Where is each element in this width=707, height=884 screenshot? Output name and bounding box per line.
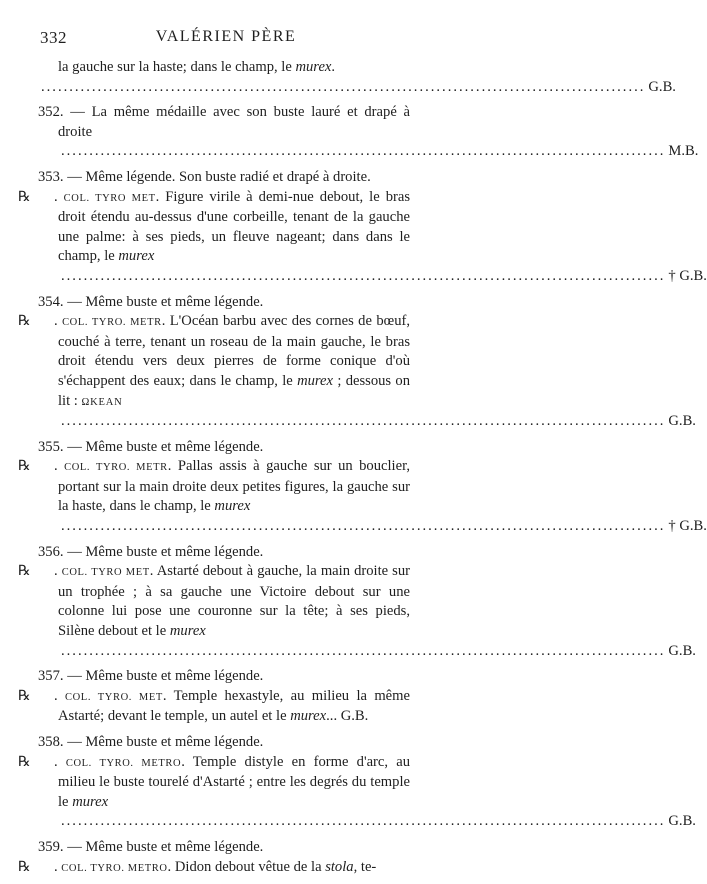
catalog-entry-continuation: la gauche sur la haste; dans le champ, le murex. ........................................................................................................... G.B. [38,58,410,97]
entry-number: 352 [38,104,60,121]
coin-legend: COL. TYRO. MET [65,691,163,703]
entry-number: 358 [38,734,60,750]
entry-reference: † G.B. [668,267,707,284]
page-number: 332 [40,28,67,47]
running-title: VALÉRIEN PÈRE [155,28,297,45]
catalog-entry: 357. — Même buste et même légende. ℞ . COL. TYRO. MET. Temple hexastyle, au milieu la même Astarté; devant le temple, un autel et le murex... G.B. [38,667,410,727]
entry-number: 359 [38,838,60,855]
coin-legend: COL. TYRO MET [63,192,156,204]
entry-reference: G.B. [648,78,676,95]
dot-leader: ........................................................................................................... [61,413,666,430]
entry-reference: M.B. [668,143,699,160]
entry-reference: † G.B. [668,518,707,535]
catalog-body [18,58,707,884]
reverse-mark: ℞ [18,313,31,330]
reverse-description: ℞ . COL. TYRO. METRO. Didon debout vêtue de la stola, te- [58,858,410,879]
reverse-mark: ℞ [18,188,31,205]
coin-legend: COL. TYRO. METR [62,317,162,329]
reverse-mark: ℞ [18,563,31,580]
dot-leader: ........................................................................................................... [41,78,646,95]
catalog-entry: 352. — La même médaille avec son buste lauré et drapé à droite ........................................................................................................... M.B. [38,103,410,162]
entry-text: — Même buste et même légende. [67,838,264,855]
dot-leader: ........................................................................................................... [61,813,666,830]
dot-leader: ........................................................................................................... [61,143,666,160]
entry-reference: G.B. [668,642,696,659]
entry-text: — Même buste et même légende. [67,668,264,685]
entry-reference: G.B. [668,413,696,430]
entry-number: 353 [38,168,60,185]
reverse-description: ℞ . COL. TYRO. METRO. Temple distyle en forme d'arc, au milieu le buste tourelé d'Astarté ; entre les degrés du temple le murex [18,753,410,810]
reverse-description: ℞ . COL. TYRO. METR. L'Océan barbu avec des cornes de bœuf, couché à terre, tenant un roseau de la main gauche, le bras droit étendu vers deux pierres de forme conique d'où s'échappent des eaux; dans le champ, le murex ; dessous on lit : ΩKEAN [18,313,411,409]
catalog-entry: 358. — Même buste et même légende. ℞ . COL. TYRO. METRO. Temple distyle en forme d'arc, au milieu le buste tourelé d'Astarté ; entre les degrés du temple le murex ........................................................................................................... G.B. [38,733,410,832]
reverse-description: ℞ . COL. TYRO. METR. Pallas assis à gauche sur un bouclier, portant sur la main droite deux petites figures, la gauche sur la haste, dans le champ, le murex [18,458,411,515]
entry-reference: G.B. [340,708,369,725]
coin-legend: COL. TYRO. METRO [65,757,182,769]
greek-inscription: ΩKEAN [81,396,123,408]
entry-text: — Même buste et même légende. [67,543,264,560]
coin-legend: COL. TYRO. METRO [61,862,168,874]
catalog-entry: 354. — Même buste et même légende. ℞ . COL. TYRO. METR. L'Océan barbu avec des cornes de bœuf, couché à terre, tenant un roseau de la main gauche, le bras droit étendu vers deux pierres de forme conique d'où s'échappent des eaux; dans le champ, le murex ; dessous on lit : ΩKEAN ........................................................................................................... G.B. [38,293,410,432]
reverse-mark: ℞ [18,687,31,704]
entry-text: — Même légende. Son buste radié et drapé à droite. [67,168,371,185]
dot-leader: ........................................................................................................... [61,518,666,535]
reverse-mark: ℞ [18,458,31,475]
dot-leader: ........................................................................................................... [61,642,666,659]
coin-legend: COL. TYRO. METR [64,462,168,474]
entry-text: — Même buste et même légende. [67,438,264,455]
entry-number: 354 [38,293,60,310]
reverse-mark: ℞ [18,858,31,875]
entry-reference: G.B. [668,813,696,830]
entry-text: — Même buste et même légende. [67,734,264,750]
page-header [40,28,412,50]
dot-leader: ........................................................................................................... [61,267,666,284]
catalog-entry: 355. — Même buste et même légende. ℞ . COL. TYRO. METR. Pallas assis à gauche sur un bouclier, portant sur la main droite deux petites figures, la gauche sur la haste, dans le champ, le murex ........................................................................................................... † G.B. [38,438,410,537]
reverse-description: ℞ . COL. TYRO. MET. Temple hexastyle, au milieu la même Astarté; devant le temple, un autel et le murex... G.B. [18,687,410,725]
reverse-description: ℞ . COL. TYRO MET. Astarté debout à gauche, la main droite sur un trophée ; à sa gauche une Victoire debout sur une colonne lui pose une couronne sur la tête; à ses pieds, Silène debout et le murex [18,563,410,640]
entry-text: — La même médaille avec son buste lauré et drapé à droite [58,104,411,140]
entry-number: 356 [38,543,60,560]
entry-number: 355 [38,438,60,455]
entry-text: — Même buste et même légende. [67,293,264,310]
catalog-entry: 356. — Même buste et même légende. ℞ . COL. TYRO MET. Astarté debout à gauche, la main droite sur un trophée ; à sa gauche une Victoire debout sur une colonne lui pose une couronne sur la tête; à ses pieds, Silène debout et le murex ........................................................................................................... G.B. [38,543,410,662]
catalog-entry: 359. — Même buste et même légende. ℞ . COL. TYRO. METRO. Didon debout vêtue de la stola, te- [38,838,410,878]
reverse-mark: ℞ [18,753,31,770]
entry-number: 357 [38,668,60,685]
catalog-entry: 353. — Même légende. Son buste radié et drapé à droite. ℞ . COL. TYRO MET. Figure virile à demi-nue debout, le bras droit étendu au-dessus d'une corbeille, tenant de la gauche une palme: à ses pieds, un fleuve nageant; dans dans le champ, le murex ........................................................................................................... † G.B. [38,168,410,287]
coin-legend: COL. TYRO MET [61,567,150,579]
reverse-description: ℞ . COL. TYRO MET. Figure virile à demi-nue debout, le bras droit étendu au-dessus d'une corbeille, tenant de la gauche une palme: à ses pieds, un fleuve nageant; dans dans le champ, le murex [18,188,411,265]
